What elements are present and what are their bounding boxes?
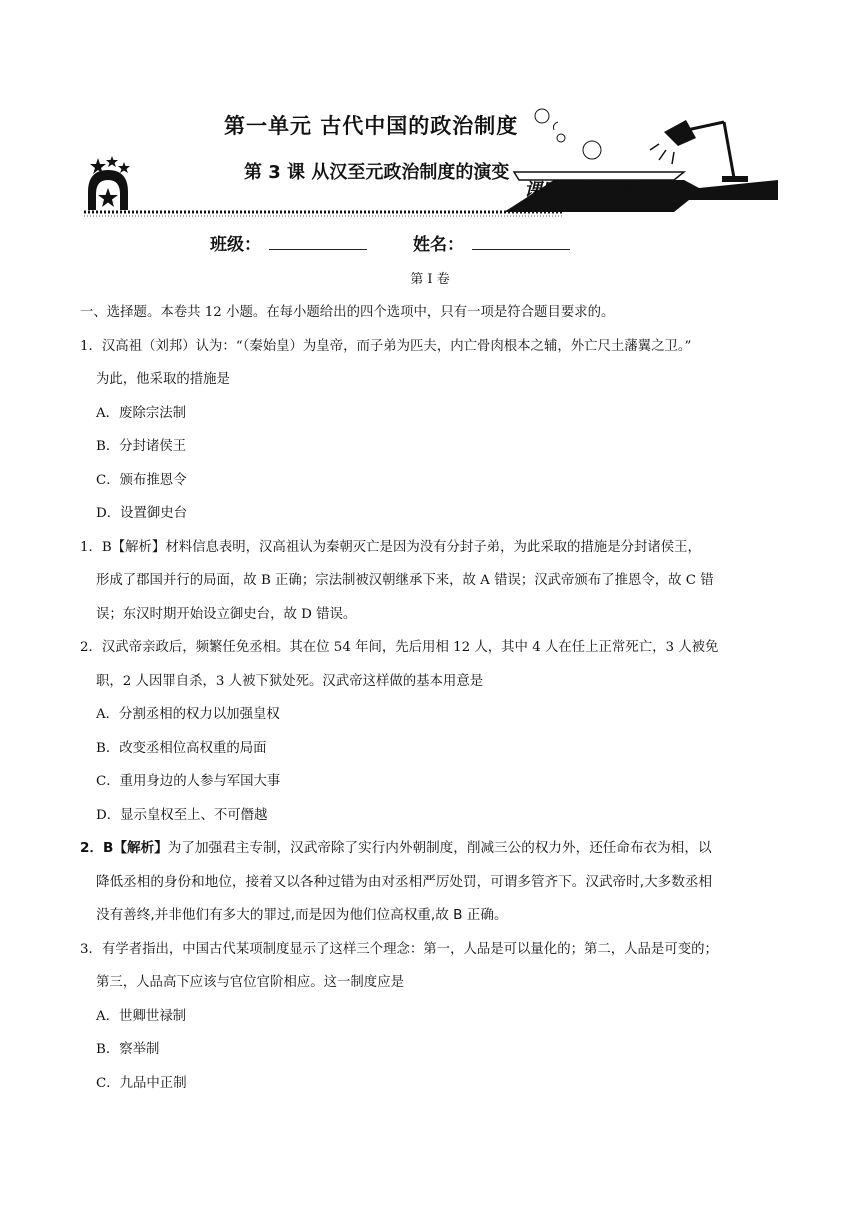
option-c: C．颁布推恩令 (96, 472, 187, 488)
bubble-icon (583, 141, 601, 159)
answer-2-line: 没有善终,并非他们有多大的罪过,而是因为他们位高权重,故 B 正确。 (96, 907, 508, 923)
option-d: D．显示皇权至上、不可僭越 (96, 807, 268, 823)
option-b: B．察举制 (96, 1042, 160, 1057)
answer-2-line: 降低丞相的身份和地位，接着又以各种过错为由对丞相严厉处罚，可谓多管齐下。汉武帝时,大多数丞相 (96, 873, 713, 890)
unit-title: 第一单元 古代中国的政治制度 (224, 114, 519, 138)
question-content (80, 296, 780, 1100)
option-c: C．重用身边的人参与军国大事 (96, 774, 281, 789)
option-a: A．世卿世禄制 (96, 1008, 187, 1024)
lesson-title: 第 3 课 从汉至元政治制度的演变 (244, 162, 510, 183)
class-label: 班级： (210, 235, 261, 255)
option-a: A．废除宗法制 (96, 405, 187, 421)
star-icon (106, 156, 118, 167)
question-1-stem: 1．汉高祖（刘邦）认为：“（秦始皇）为皇帝，而子弟为匹夫，内亡骨肉根本之辅，外亡尺土藩翼之卫。” (80, 338, 692, 354)
answer-1-line: 形成了郡国并行的局面，故 B 正确；宗法制被汉朝继承下来，故 A 错误；汉武帝颁布了推恩令，故 C 错 (96, 573, 714, 588)
star-icon (118, 162, 130, 173)
sync-title: 课时同步检测 (524, 180, 632, 201)
option-a: A．分割丞相的权力以加强皇权 (96, 707, 280, 722)
question-3-stem-cont: 第三，人品高下应该与官位官阶相应。这一制度应是 (96, 975, 404, 990)
answer-2-line (80, 832, 780, 866)
answer-2-head: 2．B【解析】 (80, 840, 168, 856)
option-b: B．改变丞相位高权重的局面 (96, 740, 267, 756)
question-1-stem-cont: 为此，他采取的措施是 (96, 372, 230, 387)
student-info-line (210, 230, 594, 255)
banner (84, 100, 778, 220)
question-2-stem-cont: 职，2 人因罪自杀，3 人被下狱处死。汉武帝这样做的基本用意是 (96, 673, 484, 689)
option-c: C．九品中正制 (96, 1075, 187, 1091)
bubble-icon (557, 134, 565, 142)
name-label: 姓名： (413, 235, 464, 255)
volume-heading: 第 I 卷 (410, 272, 450, 287)
class-blank[interactable] (269, 231, 367, 250)
question-3-stem: 3．有学者指出，中国古代某项制度显示了这样三个理念：第一，人品是可以量化的；第二，人品是可变的； (80, 941, 718, 957)
answer-1-line: 1．B【解析】材料信息表明，汉高祖认为秦朝灭亡是因为没有分封子弟，为此采取的措施是分封诸侯王， (80, 539, 701, 555)
answer-2-text: 为了加强君主专制，汉武帝除了实行内外朝制度，削减三公的权力外，还任命布衣为相，以 (167, 840, 712, 856)
name-blank[interactable] (472, 231, 570, 250)
section-intro: 一、选择题。本卷共 12 小题。在每小题给出的四个选项中，只有一项是符合题目要求的。 (80, 305, 615, 320)
option-d: D．设置御史台 (96, 506, 188, 521)
answer-1-line: 误；东汉时期开始设立御史台，故 D 错误。 (96, 606, 357, 622)
question-2-stem: 2．汉武帝亲政后，频繁任免丞相。其在位 54 年间，先后用相 12 人，其中 4 人在任上正常死亡，3 人被免 (80, 640, 719, 655)
option-b: B．分封诸侯王 (96, 439, 187, 454)
